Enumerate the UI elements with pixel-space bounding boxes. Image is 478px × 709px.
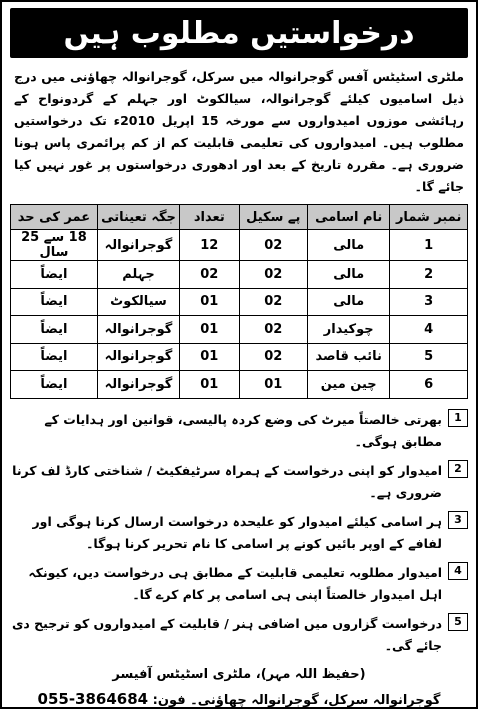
page-title [10, 8, 468, 58]
header-serial: نمبر شمار [390, 205, 468, 230]
header-age-limit: عمر کی حد [11, 205, 98, 230]
cell-pay-scale: 01 [239, 371, 308, 399]
signature-block: (حفیظ اللہ مہر)، ملٹری اسٹیٹس آفیسر [112, 666, 366, 682]
cell-serial: 1 [390, 230, 468, 261]
cell-count: 02 [180, 261, 239, 289]
list-item [10, 409, 468, 453]
list-item [10, 613, 468, 657]
cell-pay-scale: 02 [239, 288, 308, 316]
header-post-name: نام اسامی [308, 205, 390, 230]
cell-pay-scale: 02 [239, 343, 308, 371]
conditions-list [10, 409, 468, 657]
cell-post-name: مالی [308, 230, 390, 261]
cell-posting-place: گوجرانوالہ [97, 371, 179, 399]
cell-post-name: مالی [308, 261, 390, 289]
cell-age-limit: ایضاً [11, 343, 98, 371]
page-title-text: درخواستیں مطلوب ہیں [63, 15, 415, 51]
note-number: 1 [448, 409, 468, 427]
cell-serial: 3 [390, 288, 468, 316]
note-text: ہر اسامی کیلئے امیدوار کو علیحدہ درخواست ارسال کرنا ہوگی اور لفافے کے اوپر بائیں کونے پر اسامی کا نام تحریر کرنا ہوگا۔ [32, 513, 442, 551]
footer-address [10, 690, 468, 708]
header-count: تعداد [180, 205, 239, 230]
cell-age-limit: ایضاً [11, 316, 98, 344]
table-row [11, 261, 468, 289]
cell-pay-scale: 02 [239, 261, 308, 289]
note-text: بھرتی خالصتاً میرٹ کی وضع کردہ پالیسی، قوانین اور ہدایات کے مطابق ہوگی۔ [44, 411, 442, 449]
cell-count: 12 [180, 230, 239, 261]
list-item [10, 562, 468, 606]
vacancies-table [10, 204, 468, 399]
cell-pay-scale: 02 [239, 316, 308, 344]
note-number: 3 [448, 511, 468, 529]
note-text: درخواست گزاروں میں اضافی ہنر / قابلیت کے امیدواروں کو ترجیح دی جائے گی۔ [11, 615, 442, 653]
cell-posting-place: گوجرانوالہ [97, 230, 179, 261]
header-posting-place: جگہ تعیناتی [97, 205, 179, 230]
cell-post-name: مالی [308, 288, 390, 316]
table-row [11, 316, 468, 344]
footer-phone: 055-3864684 [37, 689, 149, 708]
note-number: 2 [448, 460, 468, 478]
cell-age-limit: ایضاً [11, 288, 98, 316]
cell-count: 01 [180, 343, 239, 371]
cell-posting-place: گوجرانوالہ [97, 343, 179, 371]
footer-address-text: گوجرانوالہ سرکل، گوجرانوالہ چھاؤنی۔ فون: [152, 692, 441, 708]
list-item [10, 460, 468, 504]
table-row [11, 343, 468, 371]
note-number: 4 [448, 562, 468, 580]
cell-serial: 4 [390, 316, 468, 344]
cell-post-name: چین مین [308, 371, 390, 399]
cell-posting-place: گوجرانوالہ [97, 316, 179, 344]
cell-age-limit: ایضاً [11, 261, 98, 289]
cell-serial: 6 [390, 371, 468, 399]
intro-paragraph: ملٹری اسٹیٹس آفس گوجرانوالہ میں سرکل، گوجرانوالہ چھاؤنی میں درج ذیل اسامیوں کیلئے گوجرانوالہ، سیالکوٹ اور جہلم کے گردونواح کے رہائشی موزوں امیدواروں سے مورخہ 15 اپریل 2010ء تک درخواستیں مطلوب ہیں۔ امیدواروں کی تعلیمی قابلیت کم از کم پرائمری پاس ہونا ضروری ہے۔ مقررہ تاریخ کے بعد اور ادھوری درخواستوں پر غور نہیں کیا جائے گا۔ [14, 69, 465, 194]
cell-pay-scale: 02 [239, 230, 308, 261]
cell-count: 01 [180, 288, 239, 316]
table-row [11, 230, 468, 261]
cell-age-limit: ایضاً [11, 371, 98, 399]
table-row [11, 288, 468, 316]
note-text: امیدوار کو اپنی درخواست کے ہمراہ سرٹیفکیٹ / شناختی کارڈ لف کرنا ضروری ہے۔ [12, 462, 442, 500]
cell-age-limit: 18 سے 25 سال [11, 230, 98, 261]
cell-post-name: نائب قاصد [308, 343, 390, 371]
note-number: 5 [448, 613, 468, 631]
header-pay-scale: پے سکیل [239, 205, 308, 230]
cell-posting-place: سیالکوٹ [97, 288, 179, 316]
cell-count: 01 [180, 371, 239, 399]
cell-posting-place: جہلم [97, 261, 179, 289]
note-text: امیدوار مطلوبہ تعلیمی قابلیت کے مطابق ہی درخواست دیں، کیونکہ اہل امیدوار خالصتاً اپنی ہی اسامی پر کام کرے گا۔ [28, 564, 442, 602]
cell-post-name: چوکیدار [308, 316, 390, 344]
table-row [11, 371, 468, 399]
list-item [10, 511, 468, 555]
cell-count: 01 [180, 316, 239, 344]
cell-serial: 2 [390, 261, 468, 289]
table-header-row [11, 205, 468, 230]
cell-serial: 5 [390, 343, 468, 371]
